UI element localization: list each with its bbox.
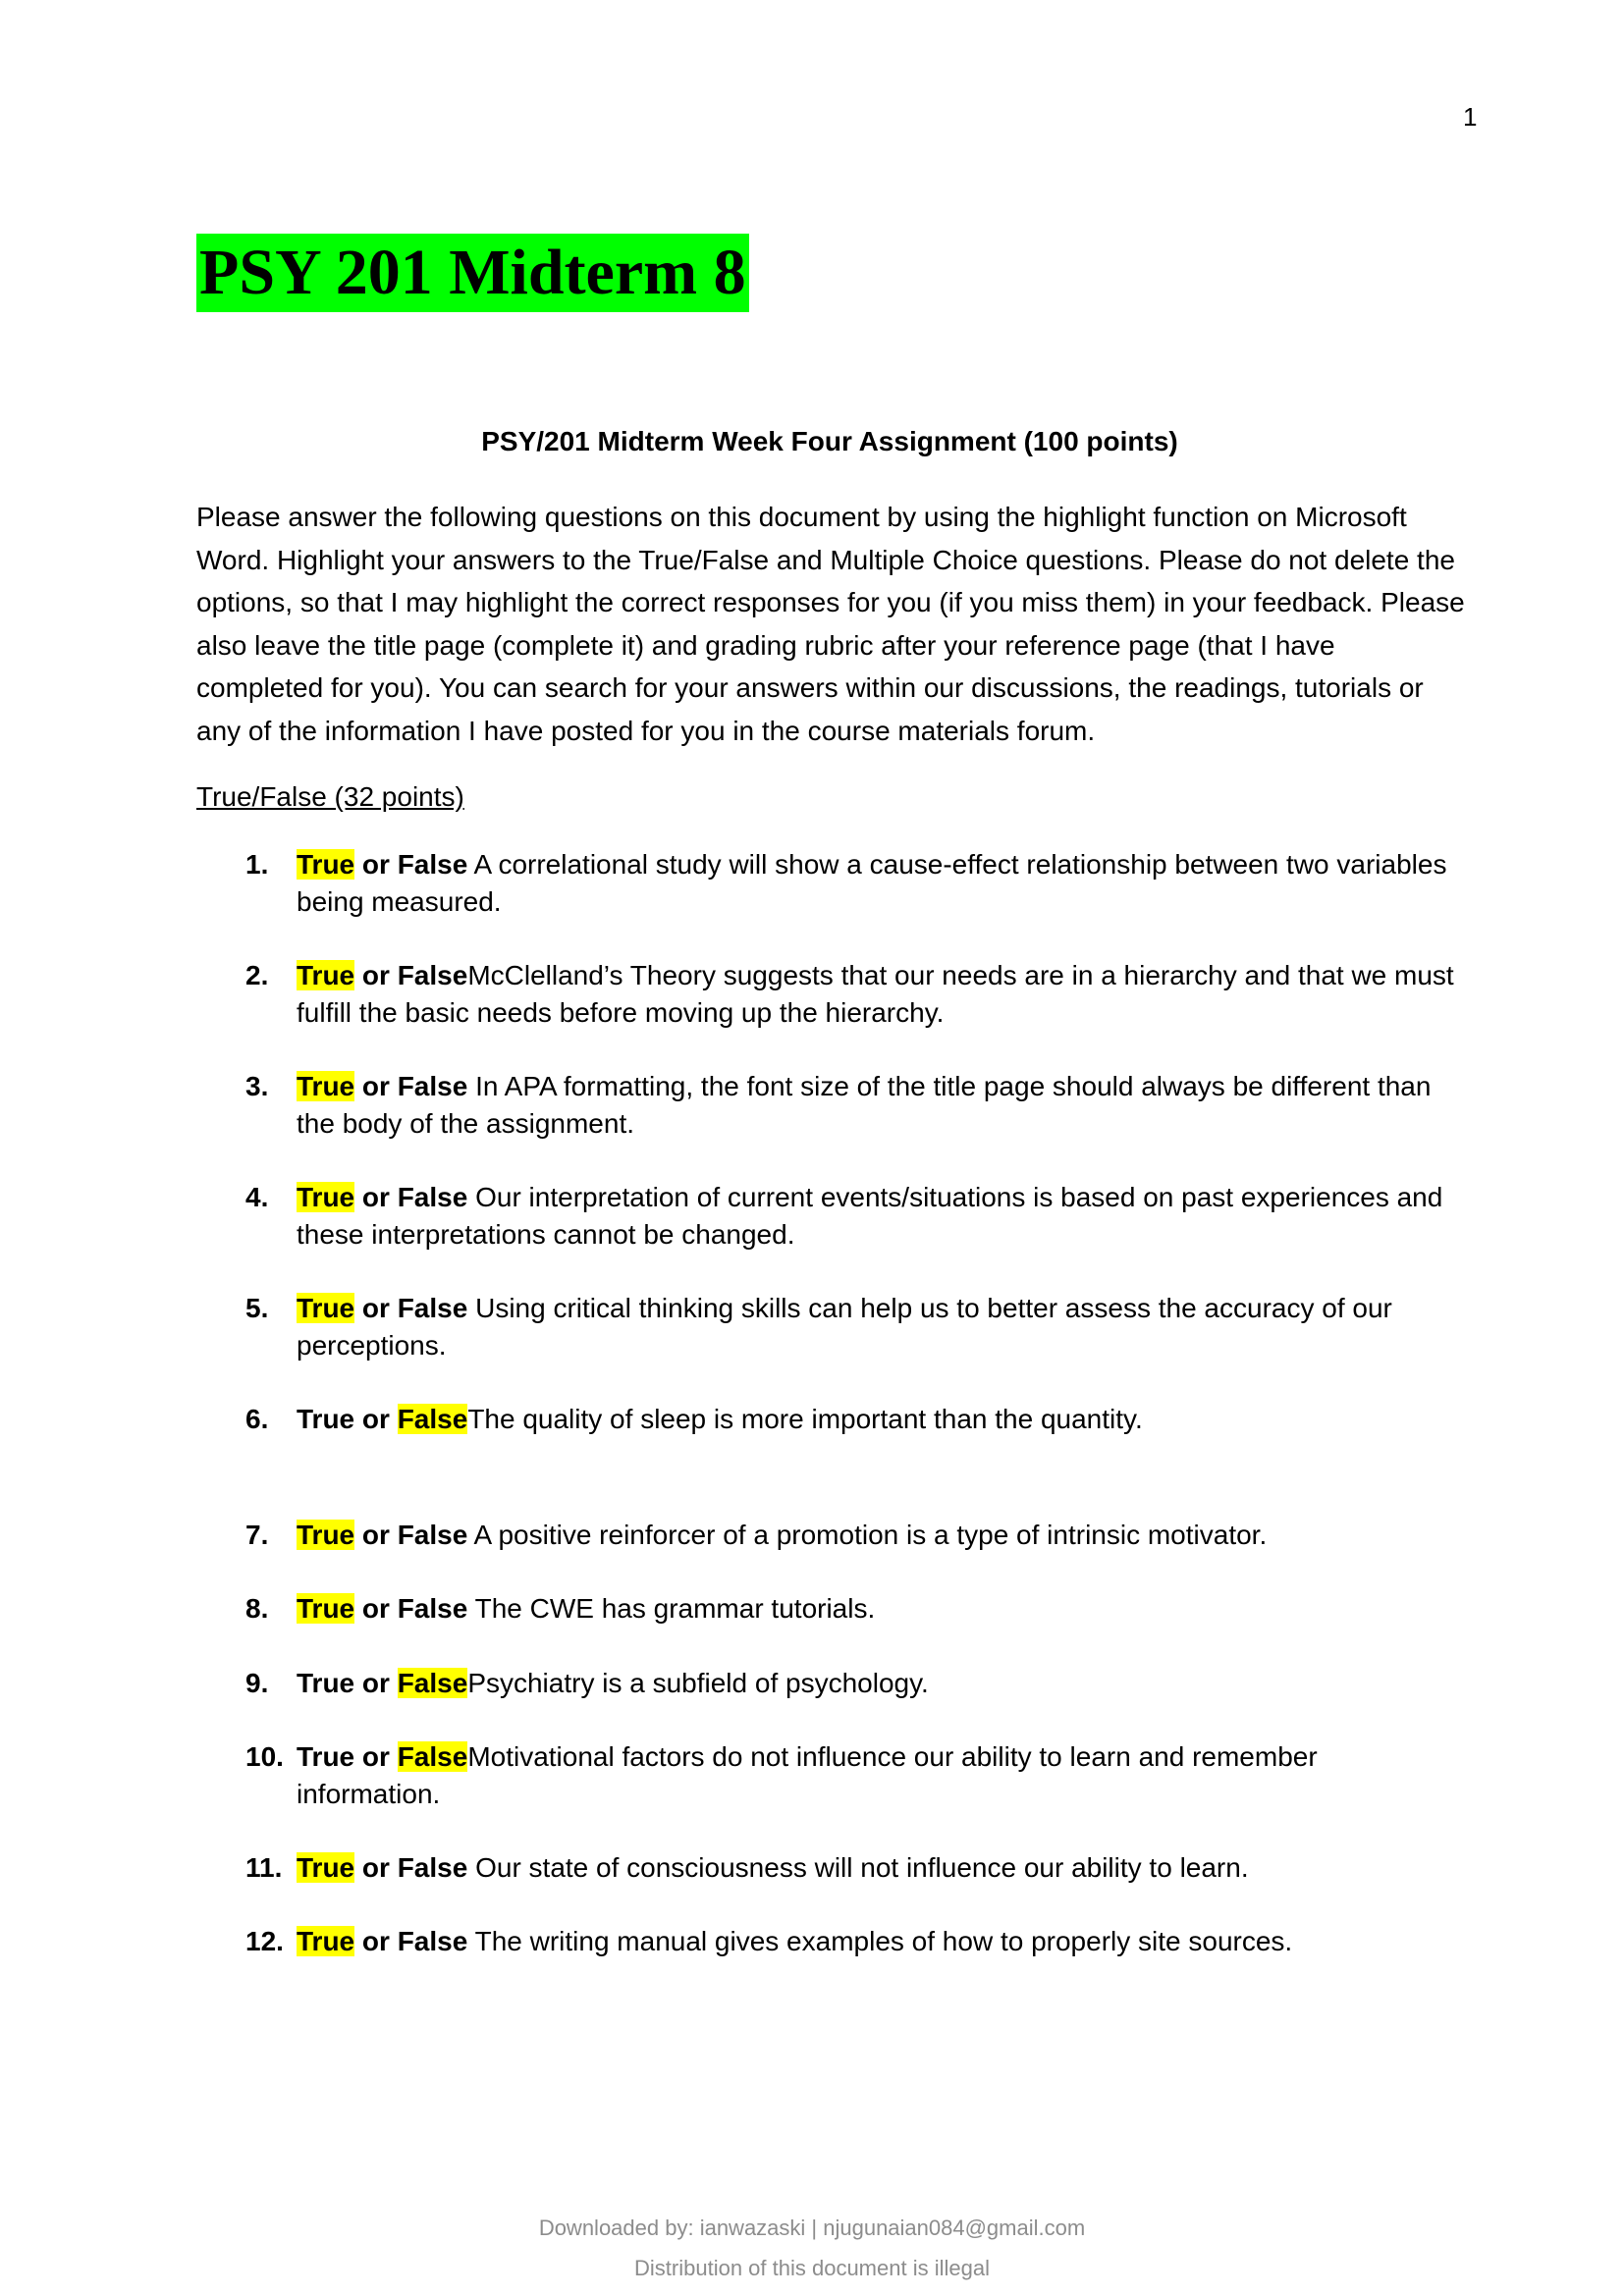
option-false: False xyxy=(397,1593,468,1624)
option-true: True xyxy=(297,1182,355,1212)
question-item xyxy=(245,1665,1468,1702)
question-text: The CWE has grammar tutorials. xyxy=(467,1593,876,1624)
question-number: 6. xyxy=(245,1404,269,1434)
question-item xyxy=(245,957,1468,1031)
question-number: 5. xyxy=(245,1293,269,1323)
option-true: True xyxy=(297,1668,355,1698)
option-true: True xyxy=(297,1593,355,1624)
question-text: A correlational study will show a cause-effect relationship between two variables being measured. xyxy=(297,849,1447,917)
option-connector: or xyxy=(354,1071,398,1101)
option-true: True xyxy=(297,960,355,990)
question-item xyxy=(245,1923,1468,1960)
question-number: 11. xyxy=(245,1852,283,1883)
option-true: True xyxy=(297,1852,355,1883)
option-false: False xyxy=(397,1926,468,1956)
question-text: Our interpretation of current events/situations is based on past experiences and these interpretations cannot be changed. xyxy=(297,1182,1443,1250)
option-connector: or xyxy=(354,849,398,880)
option-false: False xyxy=(397,1071,468,1101)
instructions-paragraph: Please answer the following questions on this document by using the highlight function on Microsoft Word. Highlight your answers to the True/False and Multiple Choice questions. Please do not delete the options, so that I may highlight the correct responses for you (if you miss them) in your feedback. Please also leave the title page (complete it) and grading rubric after your reference page (that I have completed for you). You can search for your answers within our discussions, the readings, tutorials or any of the information I have posted for you in the course materials forum. xyxy=(196,502,1465,746)
question-item xyxy=(245,1590,1468,1628)
question-text: A positive reinforcer of a promotion is a type of intrinsic motivator. xyxy=(467,1520,1268,1550)
option-connector: or xyxy=(354,1852,398,1883)
option-connector: or xyxy=(354,1668,398,1698)
question-number: 12. xyxy=(245,1926,284,1956)
option-true: True xyxy=(297,1404,355,1434)
option-connector: or xyxy=(354,1293,398,1323)
option-connector: or xyxy=(354,1182,398,1212)
assignment-subheading: PSY/201 Midterm Week Four Assignment (100 points) xyxy=(481,426,1178,456)
question-item xyxy=(245,1849,1468,1887)
question-number: 4. xyxy=(245,1182,269,1212)
question-number: 7. xyxy=(245,1520,269,1550)
question-number: 3. xyxy=(245,1071,269,1101)
question-text: Psychiatry is a subfield of psychology. xyxy=(467,1668,929,1698)
option-true: True xyxy=(297,849,355,880)
question-text: Our state of consciousness will not influence our ability to learn. xyxy=(467,1852,1249,1883)
option-true: True xyxy=(297,1071,355,1101)
question-item xyxy=(245,1401,1468,1438)
option-connector: or xyxy=(354,1593,398,1624)
true-false-section-heading: True/False (32 points) xyxy=(196,781,464,812)
question-number: 9. xyxy=(245,1668,269,1698)
question-text: Motivational factors do not influence our ability to learn and remember information. xyxy=(297,1741,1318,1809)
option-connector: or xyxy=(354,1741,398,1772)
option-true: True xyxy=(297,1293,355,1323)
option-false: False xyxy=(397,960,468,990)
option-false: False xyxy=(397,1182,468,1212)
question-number: 1. xyxy=(245,849,269,880)
question-text: Using critical thinking skills can help us to better assess the accuracy of our perceptions. xyxy=(297,1293,1392,1361)
question-number: 2. xyxy=(245,960,269,990)
option-connector: or xyxy=(354,960,398,990)
option-true: True xyxy=(297,1741,355,1772)
option-false: False xyxy=(397,849,468,880)
option-false: False xyxy=(397,1741,468,1772)
question-item xyxy=(245,1738,1468,1812)
question-item xyxy=(245,846,1468,920)
footer-downloaded-by: Downloaded by: ianwazaski | njugunaian084@gmail.com xyxy=(538,2216,1086,2240)
option-connector: or xyxy=(354,1520,398,1550)
option-false: False xyxy=(397,1404,468,1434)
question-item xyxy=(245,1179,1468,1253)
question-item xyxy=(245,1517,1468,1554)
option-connector: or xyxy=(354,1404,398,1434)
question-item xyxy=(245,1068,1468,1142)
question-number: 8. xyxy=(245,1593,269,1624)
question-item xyxy=(245,1290,1468,1363)
page-number: 1 xyxy=(1463,102,1478,132)
footer-distribution-notice: Distribution of this document is illegal xyxy=(634,2256,990,2280)
question-text: In APA formatting, the font size of the title page should always be different than the body of the assignment. xyxy=(297,1071,1432,1139)
question-text: McClelland’s Theory suggests that our needs are in a hierarchy and that we must fulfill the basic needs before moving up the hierarchy. xyxy=(297,960,1454,1028)
document-title: PSY 201 Midterm 8 xyxy=(196,234,749,312)
option-true: True xyxy=(297,1926,355,1956)
question-text: The quality of sleep is more important than the quantity. xyxy=(467,1404,1143,1434)
option-connector: or xyxy=(354,1926,398,1956)
option-true: True xyxy=(297,1520,355,1550)
option-false: False xyxy=(397,1520,468,1550)
question-number: 10. xyxy=(245,1741,284,1772)
question-text: The writing manual gives examples of how to properly site sources. xyxy=(467,1926,1293,1956)
option-false: False xyxy=(397,1293,468,1323)
option-false: False xyxy=(397,1852,468,1883)
option-false: False xyxy=(397,1668,468,1698)
